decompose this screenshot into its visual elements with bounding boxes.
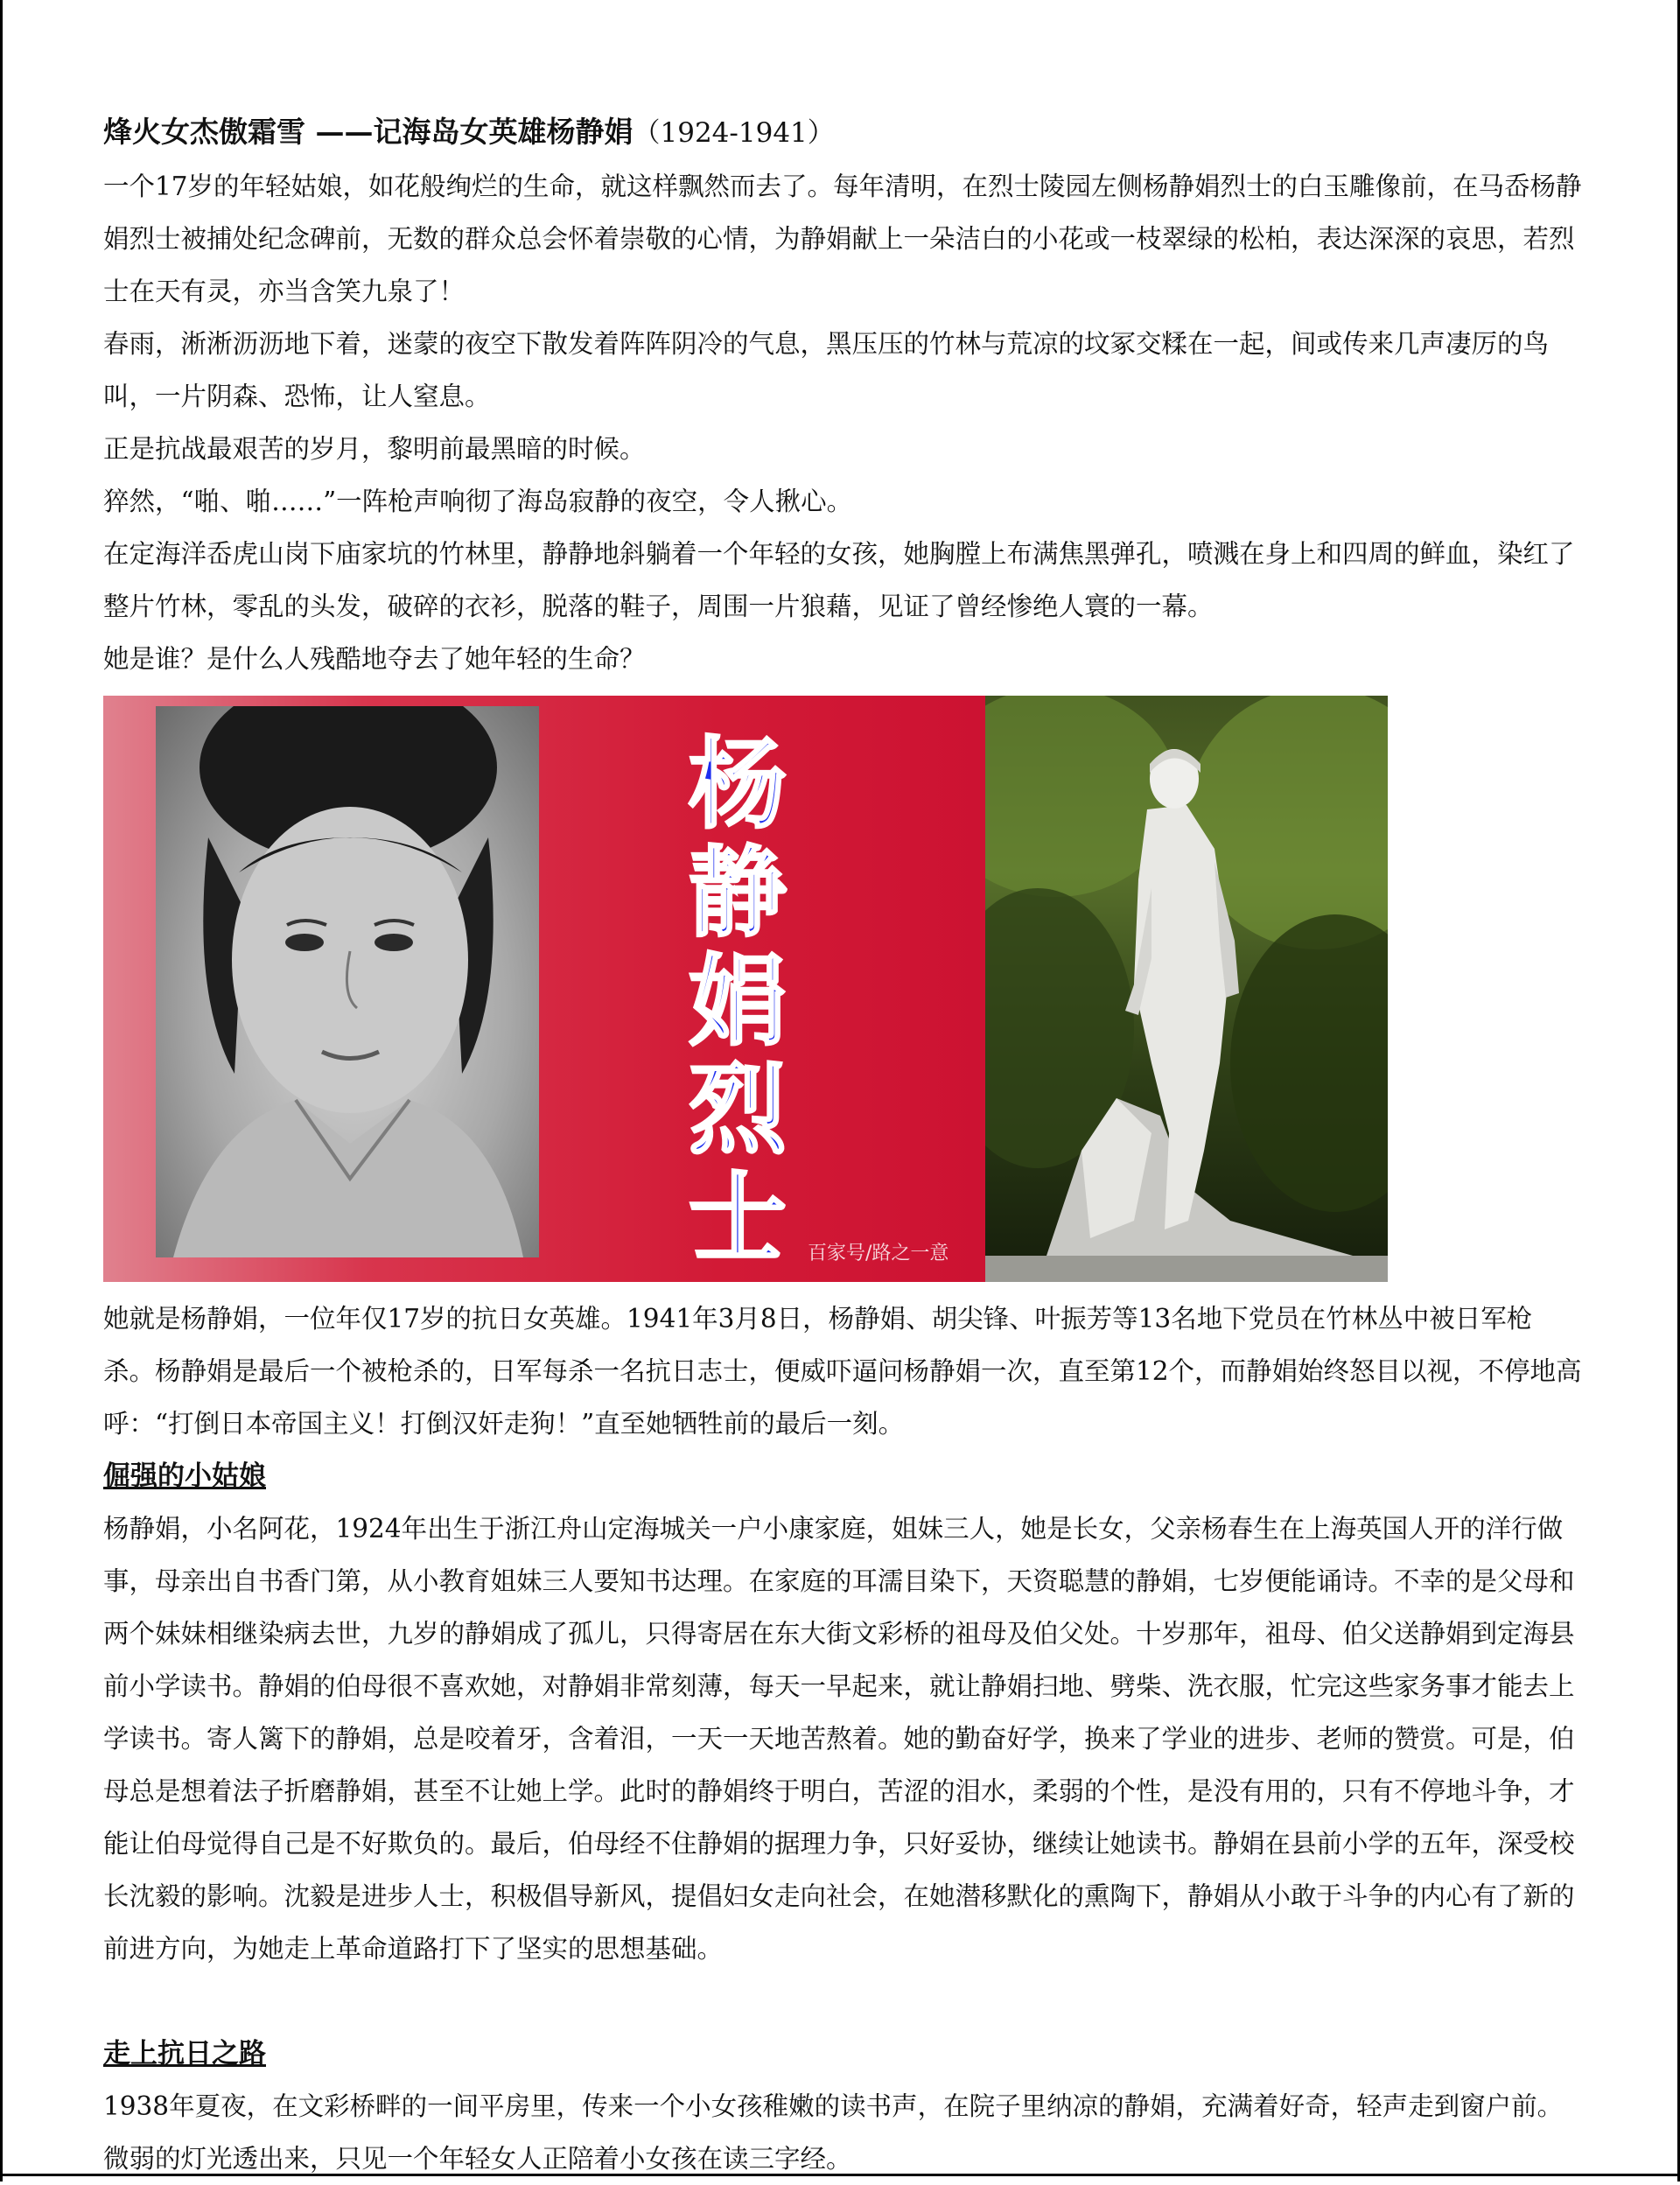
page-left-border	[0, 0, 3, 2181]
banner-vertical-title	[681, 728, 794, 1276]
intro-paragraph-5: 在定海洋岙虎山岗下庙家坑的竹林里，静静地斜躺着一个年轻的女孩，她胸膛上布满焦黑弹孔，喷溅在身上和四周的鲜血，染红了整片竹林，零乱的头发，破碎的衣衫，脱落的鞋子，周围一片狼藉，见证了曾经惨绝人寰的一幕。	[103, 539, 1575, 621]
portrait-illustration	[156, 706, 539, 1257]
section-spacer	[103, 1975, 1582, 2027]
red-banner	[103, 696, 985, 1282]
title-main: 烽火女杰傲霜雪 ——记海岛女英雄杨静娟	[103, 115, 634, 149]
banner-char: 士	[689, 1162, 787, 1276]
intro-paragraph-2: 春雨，淅淅沥沥地下着，迷蒙的夜空下散发着阵阵阴冷的气息，黑压压的竹林与荒凉的坟冢交糅在一起，间或传来几声凄厉的鸟叫，一片阴森、恐怖，让人窒息。	[103, 329, 1550, 411]
section-1-body: 杨静娟，小名阿花，1924年出生于浙江舟山定海城关一户小康家庭，姐妹三人，她是长女，父亲杨春生在上海英国人开的洋行做事，母亲出自书香门第，从小教育姐妹三人要知书达理。在家庭的耳濡目染下，天资聪慧的静娟，七岁便能诵诗。不幸的是父母和两个妹妹相继染病去世，九岁的静娟成了孤儿，只得寄居在东大街文彩桥的祖母及伯父处。十岁那年，祖母、伯父送静娟到定海县前小学读书。静娟的伯母很不喜欢她，对静娟非常刻薄，每天一早起来，就让静娟扫地、劈柴、洗衣服，忙完这些家务事才能去上学读书。寄人篱下的静娟，总是咬着牙，含着泪，一天一天地苦熬着。她的勤奋好学，换来了学业的进步、老师的赞赏。可是，伯母总是想着法子折磨静娟，甚至不让她上学。此时的静娟终于明白，苦涩的泪水，柔弱的个性，是没有用的，只有不停地斗争，才能让伯母觉得自己是不好欺负的。最后，伯母经不住静娟的据理力争，只好妥协，继续让她读书。静娟在县前小学的五年，深受校长沈毅的影响。沈毅是进步人士，积极倡导新风，提倡妇女走向社会，在她潜移默化的熏陶下，静娟从小敢于斗争的内心有了新的前进方向，为她走上革命道路打下了坚实的思想基础。	[103, 1514, 1575, 1964]
banner-char: 静	[689, 837, 787, 950]
image-watermark: 百家号/路之一意	[808, 1243, 949, 1264]
intro-paragraph-3: 正是抗战最艰苦的岁月，黎明前最黑暗的时候。	[103, 434, 646, 464]
article-title	[103, 105, 1582, 160]
intro-paragraph-6: 她是谁？是什么人残酷地夺去了她年轻的生命？	[103, 644, 646, 674]
banner-char: 娟	[689, 945, 787, 1059]
banner-char: 杨	[689, 728, 787, 842]
statue-illustration	[985, 696, 1388, 1282]
after-figure-paragraph: 她就是杨静娟，一位年仅17岁的抗日女英雄。1941年3月8日，杨静娟、胡尖锋、叶振芳等13名地下党员在竹林丛中被日军枪杀。杨静娟是最后一个被枪杀的，日军每杀一名抗日志士，便威吓逼问杨静娟一次，直至第12个，而静娟始终怒目以视，不停地高呼：“打倒日本帝国主义！打倒汉奸走狗！”直至她牺牲前的最后一刻。	[103, 1304, 1582, 1439]
title-years: （1924-1941）	[633, 117, 835, 149]
document-page	[103, 105, 1582, 2185]
intro-paragraph-4: 猝然，“啪、啪……”一阵枪声响彻了海岛寂静的夜空，令人揪心。	[103, 487, 853, 516]
section-2-body: 1938年夏夜，在文彩桥畔的一间平房里，传来一个小女孩稚嫩的读书声，在院子里纳凉的静娟，充满着好奇，轻声走到窗户前。微弱的灯光透出来，只见一个年轻女人正陪着小女孩在读三字经。	[103, 2091, 1564, 2174]
section-heading-2: 走上抗日之路	[103, 2038, 266, 2069]
banner-char: 烈	[689, 1054, 787, 1167]
portrait-photo	[156, 706, 539, 1257]
intro-paragraph-1: 一个17岁的年轻姑娘，如花般绚烂的生命，就这样飘然而去了。每年清明，在烈士陵园左侧杨静娟烈士的白玉雕像前，在马岙杨静娟烈士被捕处纪念碑前，无数的群众总会怀着崇敬的心情，为静娟献上一朵洁白的小花或一枝翠绿的松柏，表达深深的哀思，若烈士在天有灵，亦当含笑九泉了！	[103, 172, 1582, 306]
statue-photo	[985, 696, 1388, 1282]
article-figure	[103, 696, 1388, 1282]
section-heading-1: 倔强的小姑娘	[103, 1460, 266, 1492]
